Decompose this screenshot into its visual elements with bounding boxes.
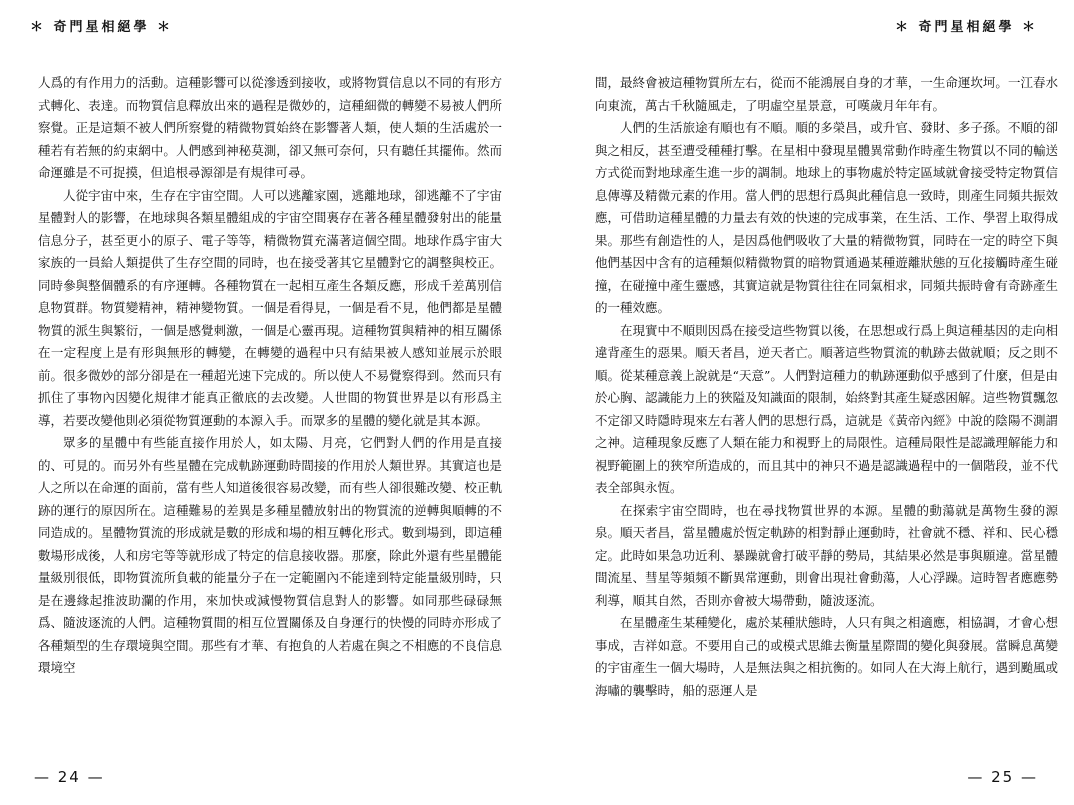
body-text — [38, 72, 502, 680]
paragraph: 在現實中不順則因爲在接受這些物質以後，在思想或行爲上與這種基因的走向相違背產生的惡果。順天者昌，逆天者亡。順著這些物質流的軌跡去做就順；反之則不順。從某種意義上說就是“天意”。人們對這種力的軌跡運動似乎感到了什麼，但是由於心胸、認識能力上的狹隘及知識面的限制，始終對其產生疑惑困解。這些物質飄忽不定卻又時隱時現來左右著人們的思想行爲，這就是《黃帝內經》中說的陰陽不測謂之神。這種現象反應了人類在能力和視野上的局限性。這種局限性是認識理解能力和視野範圍上的狹窄所造成的，而且其中的神只不過是認識過程中的一個階段，並不代表全部與永恆。 — [595, 322, 1058, 495]
paragraph: 人們的生活旅途有順也有不順。順的多榮昌，或升官、發財、多子孫。不順的卻與之相反，甚至遭受種種打擊。在星相中發現星體異常動作時產生物質以不同的輸送方式從而對地球產生進一步的調制。地球上的事物處於特定區域就會接受特定物質信息傳導及精微元素的作用。當人們的思想行爲與此種信息一致時，則產生同頻共振效應，可借助這種星體的力量去有效的快速的完成事業，在生活、工作、學習上取得成果。那些有創造性的人，是因爲他們吸收了大量的精微物質，同時在一定的時空下與他們基因中含有的這種類似精微物質的暗物質通過某種遊離狀態的互化接觸時產生碰撞，在碰撞中產生靈感，其實這就是物質往往在同氣相求，同頻共振時會有奇跡產生的一種效應。 — [595, 120, 1058, 315]
page-number: — 24 — — [34, 768, 105, 786]
paragraph: 在星體產生某種變化，處於某種狀態時，人只有與之相適應，相協調，才會心想事成，吉祥如意。不要用自己的或模式思維去衡量星際間的變化與發展。當瞬息萬變的宇宙產生一個大場時，人是無法與之相抗衡的。如同人在大海上航行，遇到颱風或海嘯的襲擊時，船的惡運人是 — [595, 615, 1058, 698]
paragraph: 人爲的有作用力的活動。這種影響可以從滲透到接收，或將物質信息以不同的有形方式轉化、表達。而物質信息釋放出來的過程是微妙的，這種細微的轉變不易被人們所察覺。正是這類不被人們所察覺的精微物質始終在影響著人類，使人類的生活處於一種若有若無的約束網中。人們感到神秘莫測，卻又無可奈何，只有聽任其擺佈。然而命運雖是不可捉摸，但追根尋源卻是有規律可尋。 — [38, 75, 502, 180]
paragraph: 在探索宇宙空間時，也在尋找物質世界的本源。星體的動蕩就是萬物生發的源泉。順天者昌，當星體處於恆定軌跡的相對靜止運動時，社會就不穩、祥和、民心穩定。此時如果急功近利、暴躁就會打破平靜的勢局，其結果必然是事與願違。當星體間流星、彗星等頻頻不斷異常運動，則會出現社會動蕩，人心浮躁。這時智者應應勢利導，順其自然，否則亦會被大場帶動，隨波逐流。 — [595, 502, 1058, 608]
page-number: — 25 — — [967, 768, 1038, 786]
paragraph: 眾多的星體中有些能直接作用於人，如太陽、月亮，它們對人們的作用是直接的、可見的。而另外有些星體在完成軌跡運動時間接的作用於人類世界。其實這也是人之所以在命運的面前，當有些人知道後很容易改變，而有些人卻很難改變、校正軌跡的運行的原因所在。這種難易的差異是多種星體放射出的物質流的逆轉與順轉的不同造成的。星體物質流的形成就是數的形成和場的相互轉化形式。數到場到，即這種數場形成後，人和房宅等等就形成了特定的信息接收器。那麼，除此外還有些星體能量級別很低，即物質流所負載的能量分子在一定範圍內不能達到特定能量級別時，只是在邊緣起推波助瀾的作用，來加快或減慢物質信息對人的影響。如同那些碌碌無爲、隨波逐流的人們。這種物質間的相互位置關係及自身運行的快慢的同時亦形成了各種類型的生存環境與空間。那些有才華、有抱負的人若處在與之不相應的不良信息環境空 — [38, 435, 502, 675]
right-page — [537, 0, 1074, 805]
body-text — [595, 72, 1058, 702]
paragraph: 間，最終會被這種物質所左右，從而不能鴻展自身的才華，一生命運坎坷。一江春水向東流，萬古千秋隨風走，了明虛空星景意，可嘆歲月年年有。 — [595, 75, 1058, 113]
running-header: ＊ 奇門星相絕學 ＊ — [30, 20, 174, 35]
running-header: ＊ 奇門星相絕學 ＊ — [894, 20, 1038, 35]
paragraph: 人從宇宙中來，生存在宇宙空間。人可以逃離家園，逃離地球，卻逃離不了宇宙星體對人的影響，在地球與各類星體組成的宇宙空間裏存在著各種星體發射出的能量信息分子，甚至更小的原子、電子等等，精微物質充滿著這個空間。地球作爲宇宙大家族的一員給人類提供了生存空間的同時，也在接受著其它星體對它的調整與校正。同時參與整個體系的有序運轉。各種物質在一起相互產生各類反應，形成千差萬別信息物質群。物質變精神，精神變物質。一個是看得見，一個是看不見，他們都是星體物質的派生與繁衍，一個是感覺刺激，一個是心靈再現。這種物質與精神的相互關係在一定程度上是有形與無形的轉變，在轉變的過程中只有結果被人感知並展示於眼前。很多微妙的部分卻是在一種超光速下完成的。所以使人不易覺察得到。然而只有抓住了事物內因變化規律才能真正徹底的去改變。人世間的物質世界是以有形爲主導，若要改變他則必須從物質運動的本源入手。而眾多的星體的變化就是其本源。 — [38, 187, 502, 428]
